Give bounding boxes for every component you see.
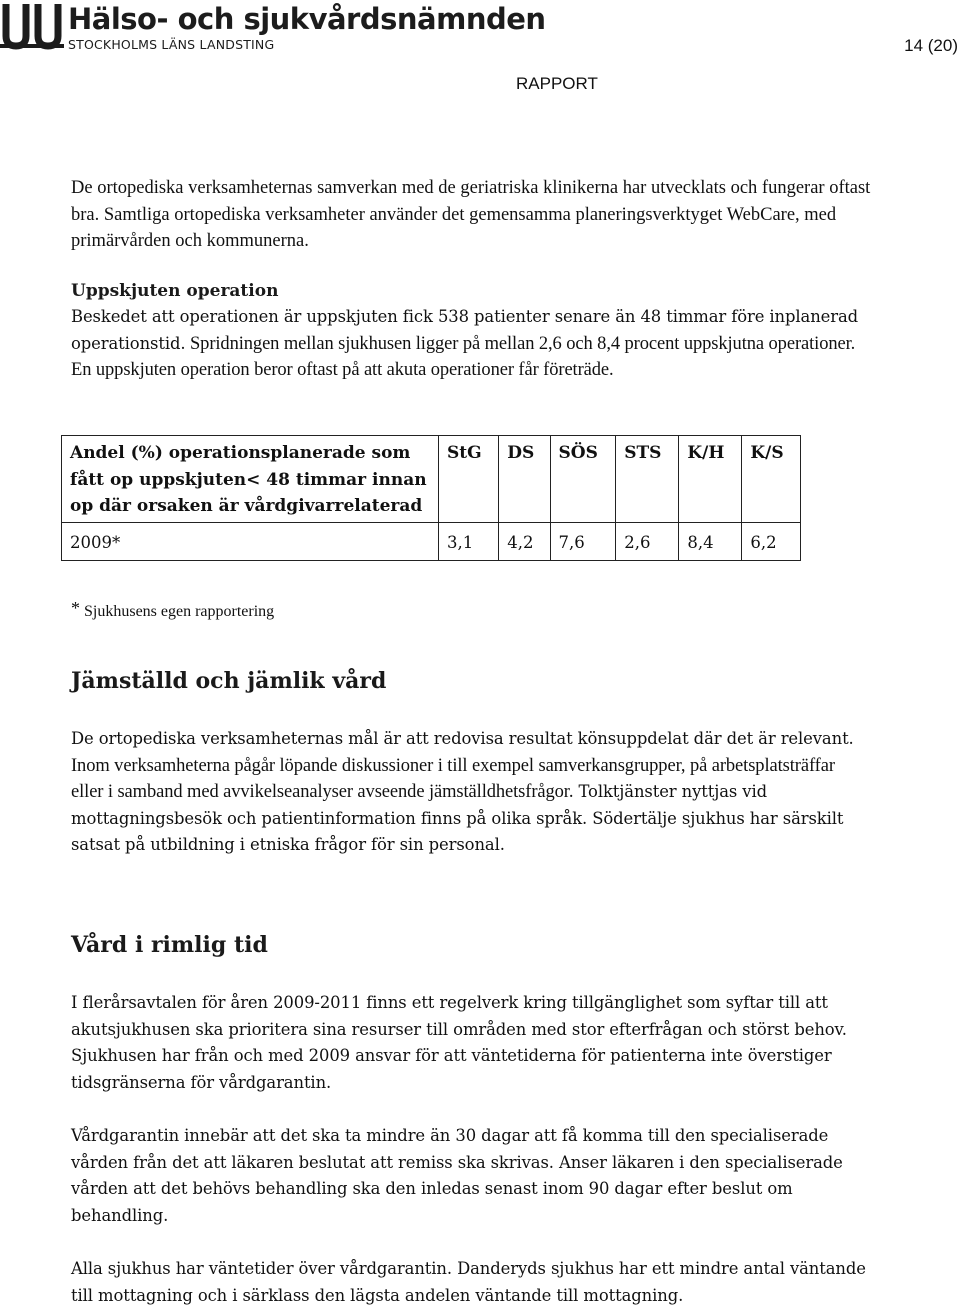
table-header-label: Andel (%) operationsplanerade som fått op uppskjuten< 48 timmar innan op där orsaken är vårdgivarrelaterad xyxy=(62,436,439,523)
postponed-heading: Uppskjuten operation xyxy=(71,281,279,301)
intro-paragraph: De ortopediska verksamheternas samverkan med de geriatriska klinikerna har utvecklats och fungerar oftast bra. Samtliga ortopediska verksamheter använder det gemensamma planeringsverktyget WebCare, med primärvården och kommunerna. xyxy=(71,178,871,251)
table-cell: 3,1 xyxy=(439,522,499,560)
table-col-header: STS xyxy=(616,436,679,523)
intro-section xyxy=(71,175,871,255)
sll-logo-icon xyxy=(0,0,64,50)
table-cell: 7,6 xyxy=(550,522,616,560)
timely-body-1 xyxy=(71,990,871,1096)
table-col-header: K/S xyxy=(742,436,801,523)
timely-paragraph-1: I flerårsavtalen för åren 2009-2011 finns ett regelverk kring tillgänglighet som syftar till att akutsjukhusen ska prioritera sina resurser till områden med stor efterfrågan och störst behov. Sjukhusen har från och med 2009 ansvar för att väntetiderna för patienterna inte överstiger tidsgränserna för vårdgarantin. xyxy=(71,993,847,1092)
table-cell: 4,2 xyxy=(499,522,550,560)
table-col-header: SÖS xyxy=(550,436,616,523)
equality-paragraph-part3: Tolktjänster nyttjas vid mottagningsbesök och patientinformation finns på olika språk. Södertälje sjukhus har särskilt satsat på utbildning i etniska frågor för sin personal. xyxy=(71,782,844,854)
table-cell: 2,6 xyxy=(616,522,679,560)
organization-name: Hälso- och sjukvårdsnämnden xyxy=(68,2,546,36)
timely-paragraph-3: Alla sjukhus har väntetider över vårdgarantin. Danderyds sjukhus har ett mindre antal väntande till mottagning och i särklass den lägsta andelen väntande till mottagning. xyxy=(71,1259,866,1305)
postponed-section xyxy=(71,278,871,384)
timely-body-3 xyxy=(71,1256,871,1309)
equality-heading: Jämställd och jämlik vård xyxy=(71,668,387,694)
equality-paragraph-part2: Inom verksamheterna pågår löpande diskussioner i till exempel samverkansgrupper, på arbetsplatsträffar eller i samband med avvikelseanalyser avseende jämställdhetsfrågor. xyxy=(71,755,835,802)
table-col-header: K/H xyxy=(679,436,742,523)
equality-paragraph xyxy=(71,726,871,859)
timely-heading: Vård i rimlig tid xyxy=(71,932,268,958)
postponed-paragraph xyxy=(71,304,871,384)
footnote-star: * xyxy=(71,598,80,618)
table-col-header: DS xyxy=(499,436,550,523)
footnote-text: Sjukhusens egen rapportering xyxy=(80,603,275,620)
table-footnote xyxy=(71,598,274,621)
equality-body xyxy=(71,726,871,859)
equality-section xyxy=(71,668,871,694)
table-header-row xyxy=(62,436,801,523)
document-type: RAPPORT xyxy=(516,74,598,93)
organization-subtitle: STOCKHOLMS LÄNS LANDSTING xyxy=(68,37,275,52)
postponed-operations-table xyxy=(61,435,801,561)
table-cell: 8,4 xyxy=(679,522,742,560)
timely-paragraph-2: Vårdgarantin innebär att det ska ta mindre än 30 dagar att få komma till den specialiserade vården från det att läkaren beslutat att remiss ska skrivas. Anser läkaren i den specialiserade vården att det behövs behandling ska den inledas senast inom 90 dagar efter beslut om behandling. xyxy=(71,1126,843,1225)
timely-section xyxy=(71,932,871,958)
table-row xyxy=(62,522,801,560)
page-number: 14 (20) xyxy=(904,36,958,55)
table-col-header: StG xyxy=(439,436,499,523)
postponed-paragraph-part2: Spridningen mellan sjukhusen ligger på mellan 2,6 och 8,4 procent uppskjutna operationer. En uppskjuten operation beror oftast på att akuta operationer får företräde. xyxy=(71,333,856,380)
table-row-label: 2009* xyxy=(62,522,439,560)
equality-paragraph-part1: De ortopediska verksamheternas mål är att redovisa resultat könsuppdelat där det är relevant. xyxy=(71,729,854,748)
table-cell: 6,2 xyxy=(742,522,801,560)
timely-body-2 xyxy=(71,1123,871,1229)
postponed-paragraph-part1: Beskedet att operationen är uppskjuten fick 538 patienter senare än 48 timmar före inplanerad operationstid. xyxy=(71,307,859,353)
